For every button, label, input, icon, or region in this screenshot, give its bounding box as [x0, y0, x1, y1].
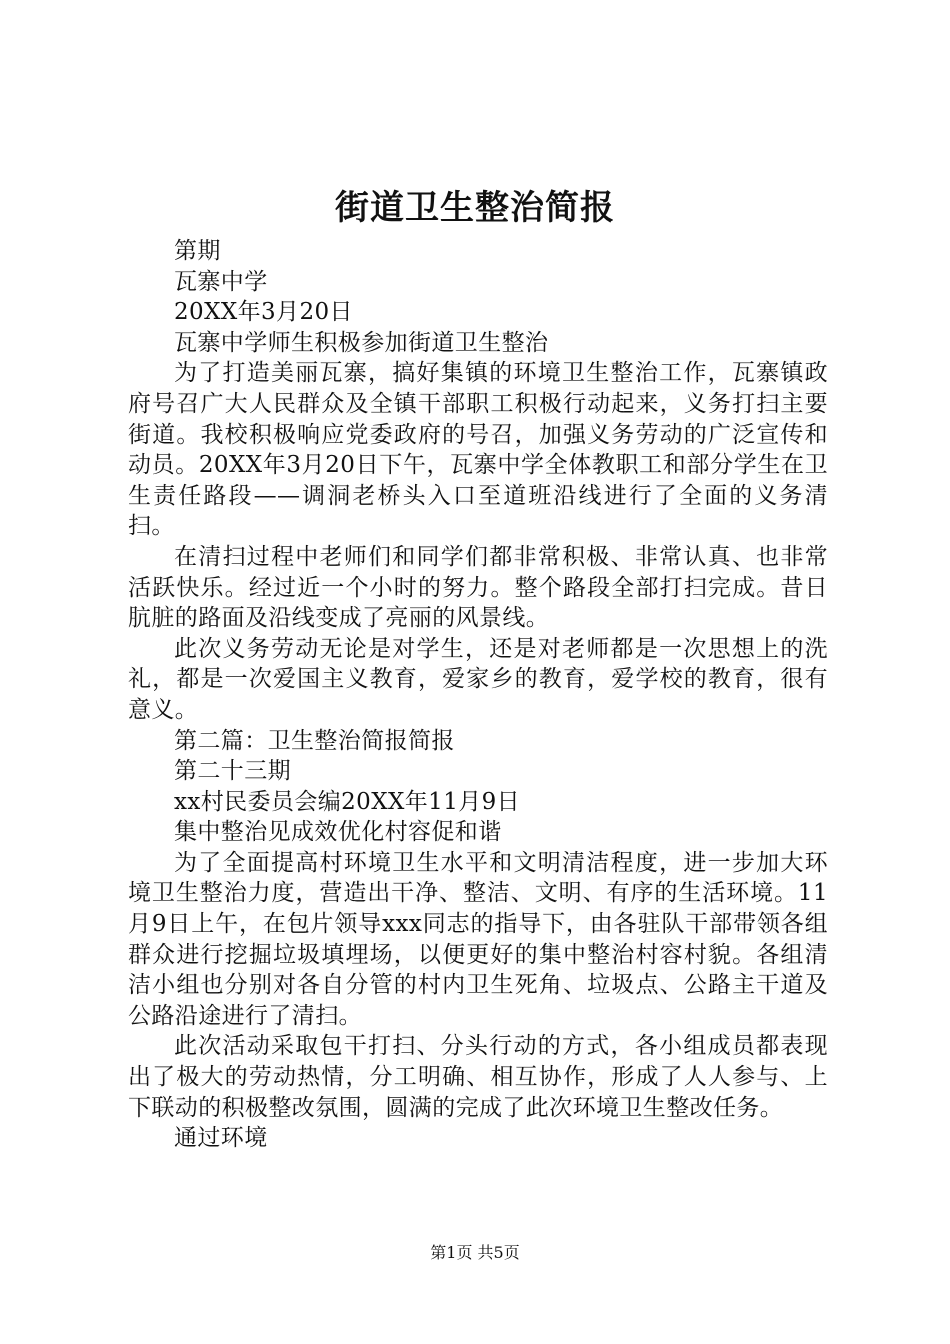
body-paragraph: 此次活动采取包干打扫、分头行动的方式，各小组成员都表现出了极大的劳动热情，分工明确、相互协作，形成了人人参与、上下联动的积极整改氛围，圆满的完成了此次环境卫生整改任务。	[128, 1033, 828, 1121]
article-headline-2: 集中整治见成效优化村容促和谐	[174, 819, 502, 846]
issue-number-2: 第二十三期	[174, 758, 291, 785]
body-paragraph: 为了打造美丽瓦寨，搞好集镇的环境卫生整治工作，瓦寨镇政府号召广大人民群众及全镇干部职工积极行动起来，义务打扫主要街道。我校积极响应党委政府的号召，加强义务劳动的广泛宣传和动员。20XX年3月20日下午，瓦寨中学全体教职工和部分学生在卫生责任路段——调洞老桥头入口至道班沿线进行了全面的义务清扫。	[128, 360, 828, 540]
document-title: 街道卫生整治简报	[335, 188, 615, 228]
section-heading: 第二篇：卫生整治简报简报	[174, 727, 455, 754]
document-body	[128, 236, 828, 1154]
body-paragraph: 此次义务劳动无论是对学生，还是对老师都是一次思想上的洗礼，都是一次爱国主义教育，爱家乡的教育，爱学校的教育，很有意义。	[128, 635, 828, 723]
issue-number: 第期	[174, 238, 221, 264]
body-paragraph: 通过环境	[174, 1125, 268, 1152]
issue-date: 20XX年3月20日	[174, 299, 353, 326]
page-footer: 第1页 共5页	[430, 1243, 520, 1262]
body-paragraph: 在清扫过程中老师们和同学们都非常积极、非常认真、也非常活跃快乐。经过近一个小时的努力。整个路段全部打扫完成。昔日肮脏的路面及沿线变成了亮丽的风景线。	[128, 543, 828, 632]
article-headline: 瓦寨中学师生积极参加街道卫生整治	[174, 329, 549, 356]
body-paragraph: 为了全面提高村环境卫生水平和文明清洁程度，进一步加大环境卫生整治力度，营造出干净、整洁、文明、有序的生活环境。11月9日上午，在包片领导xxx同志的指导下，由各驻队干部带领各组群众进行挖掘垃圾填埋场，以便更好的集中整治村容村貌。各组清洁小组也分别对各自分管的村内卫生死角、垃圾点、公路主干道及公路沿途进行了清扫。	[128, 849, 828, 1029]
school-name: 瓦寨中学	[174, 268, 268, 295]
editor-and-date: xx村民委员会编20XX年11月9日	[174, 788, 521, 815]
